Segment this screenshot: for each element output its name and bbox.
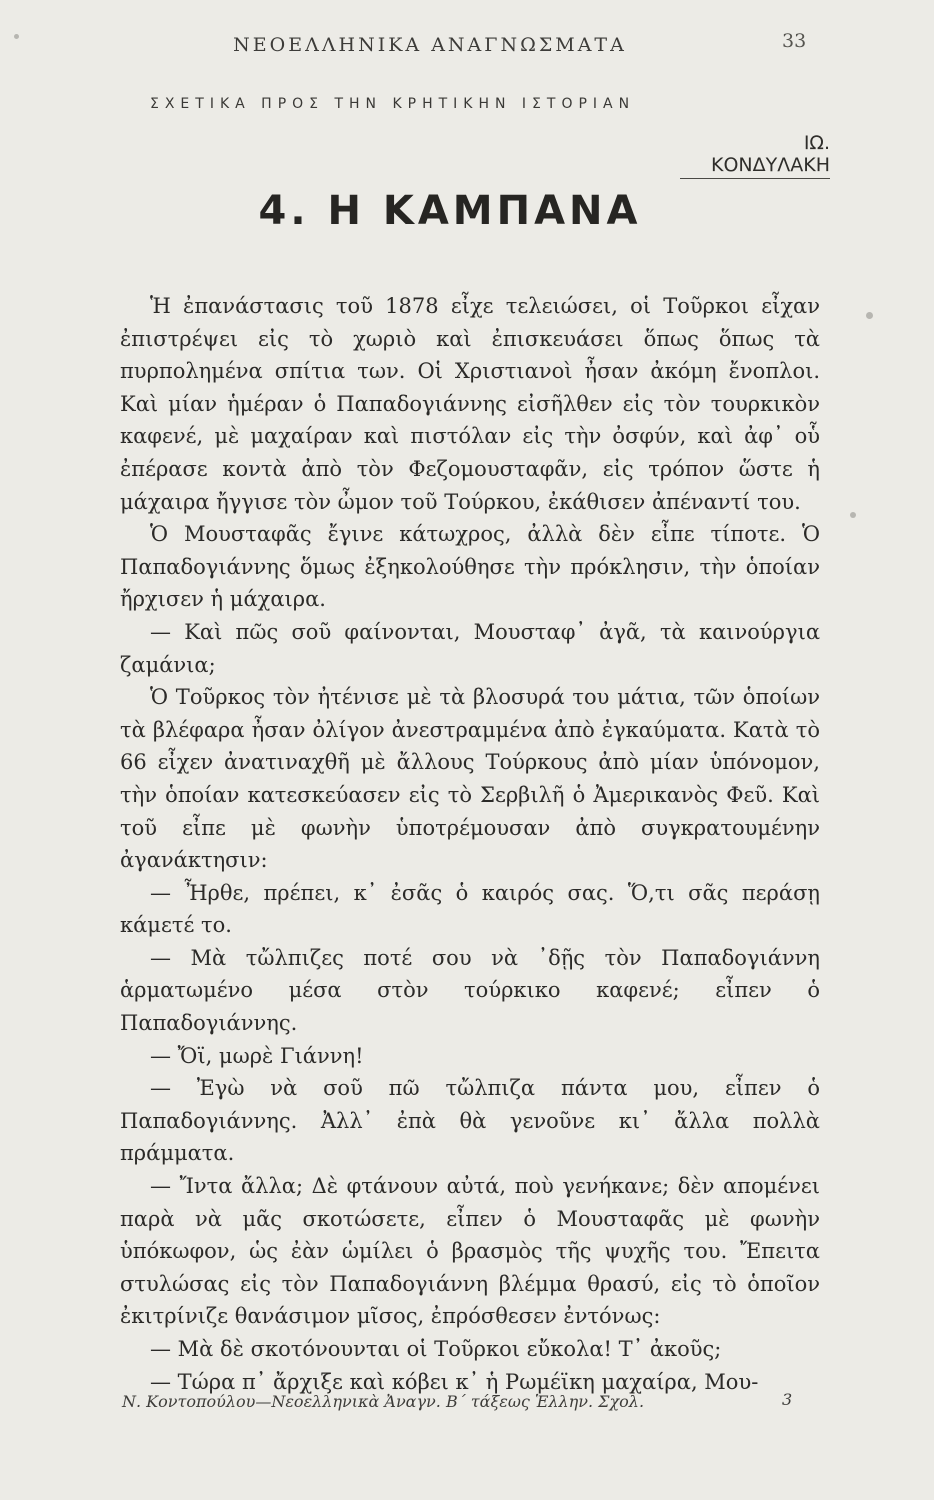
paragraph: — Ἦρθε, πρέπει, κ᾿ ἐσᾶς ὁ καιρός σας. Ὅ,τι σᾶς περάσῃ κάμετέ το. (120, 880, 820, 938)
footer-source: Ν. Κοντοπούλου—Νεοελληνικὰ Ἀναγν. Β´ τάξεως Ἑλλην. Σχολ. (122, 1392, 645, 1411)
paper-speck (14, 34, 19, 39)
paragraph: Ἡ ἐπανάστασις τοῦ 1878 εἶχε τελειώσει, οἱ Τοῦρκοι εἶχαν ἐπιστρέψει εἰς τὸ χωριὸ καὶ ἐπισκευάσει ὅπως ὅπως τὰ πυρπολημένα σπίτια των. Οἱ Χριστιανοὶ ἦσαν ἀκόμη ἔνοπλοι. Καὶ μίαν ἡμέραν ὁ Παπαδογιάννης εἰσῆλθεν εἰς τὸν τουρκικὸν καφενέ, μὲ μαχαίραν καὶ πιστόλαν εἰς τὴν ὀσφύν, καὶ ἀφ᾿ οὗ ἐπέρασε κοντὰ ἀπὸ τὸν Φεζομουσταφᾶν, εἰς τρόπον ὥστε ἡ μάχαιρα ἤγγισε τὸν ὦμον τοῦ Τούρκου, ἐκάθισεν ἀπέναντί του. (120, 294, 820, 514)
section-heading: ΣΧΕΤΙΚΑ ΠΡΟΣ ΤΗΝ ΚΡΗΤΙΚΗΝ ΙΣΤΟΡΙΑΝ (150, 96, 636, 112)
chapter-title: 4. Η ΚΑΜΠΑΝΑ (258, 188, 642, 234)
body-text (120, 290, 820, 1398)
page-number: 33 (782, 30, 807, 52)
signature-mark: 3 (782, 1390, 793, 1409)
paragraph: Ὁ Μουσταφᾶς ἔγινε κάτωχρος, ἀλλὰ δὲν εἶπε τίποτε. Ὁ Παπαδογιάννης ὅμως ἐξηκολούθησε τὴν πρόκλησιν, τὴν ὁποίαν ἤρχισεν ἡ μάχαιρα. (120, 522, 820, 612)
paragraph: — Ἐγὼ νὰ σοῦ πῶ τὤλπιζα πάντα μου, εἶπεν ὁ Παπαδογιάννης. Ἀλλ᾿ ἐπὰ θὰ γενοῦνε κι᾿ ἄλλα πολλὰ πράμματα. (120, 1076, 820, 1166)
paragraph: — Μὰ δὲ σκοτόνουνται οἱ Τοῦρκοι εὔκολα! Τ᾿ ἀκοῦς; (150, 1337, 722, 1361)
paper-speck (850, 512, 856, 518)
paragraph: — Ὄϊ, μωρὲ Γιάννη! (150, 1043, 364, 1068)
paragraph: Ὁ Τοῦρκος τὸν ἠτένισε μὲ τὰ βλοσυρά του μάτια, τῶν ὁποίων τὰ βλέφαρα ἦσαν ὀλίγον ἀνεστραμμένα ἀπὸ ἐγκαύματα. Κατὰ τὸ 66 εἶχεν ἀνατιναχθῆ μὲ ἄλλους Τούρκους ἀπὸ μίαν ὑπόνομον, τὴν ὁποίαν κατεσκεύασεν εἰς τὸ Σερβιλῆ ὁ Ἀμερικανὸς Φεῦ. Καὶ τοῦ εἶπε μὲ φωνὴν ὑποτρέμουσαν ἀπὸ συγκρατουμένην ἀγανάκτησιν: (120, 685, 820, 873)
paper-speck (866, 312, 873, 319)
running-title: ΝΕΟΕΛΛΗΝΙΚΑ ΑΝΑΓΝΩΣΜΑΤΑ (233, 34, 627, 56)
paragraph: — Μὰ τὤλπιζες ποτέ σου νὰ ᾿δῇς τὸν Παπαδογιάννη ἁρματωμένο μέσα στὸν τούρκικο καφενέ; εἶπεν ὁ Παπαδογιάννης. (120, 945, 820, 1036)
paragraph: — Ἴντα ἄλλα; Δὲ φτάνουν αὐτά, ποὺ γενήκανε; δὲν απομένει παρὰ νὰ μᾶς σκοτώσετε, εἶπεν ὁ Μουσταφᾶς μὲ φωνὴν ὑπόκωφον, ὡς ἐὰν ὡμίλει ὁ βρασμὸς τῆς ψυχῆς του. Ἔπειτα στυλώσας εἰς τὸν Παπαδογιάννη βλέμμα θρασύ, εἰς τὸ ὁποῖον ἐκιτρίνιζε θανάσιμον μῖσος, ἐπρόσθεσεν ἐντόνως: (120, 1174, 820, 1329)
author-name: ΙΩ. ΚΟΝΔΥΛΑΚΗ (680, 132, 830, 179)
paragraph: — Καὶ πῶς σοῦ φαίνονται, Μουσταφ᾿ ἀγᾶ, τὰ καινούργια ζαμάνια; (120, 619, 820, 677)
paragraph: — Τώρα π᾿ ἄρχιξε καὶ κόβει κ᾿ ἡ Ρωμέϊκη μαχαίρα, Μου- (150, 1369, 759, 1394)
